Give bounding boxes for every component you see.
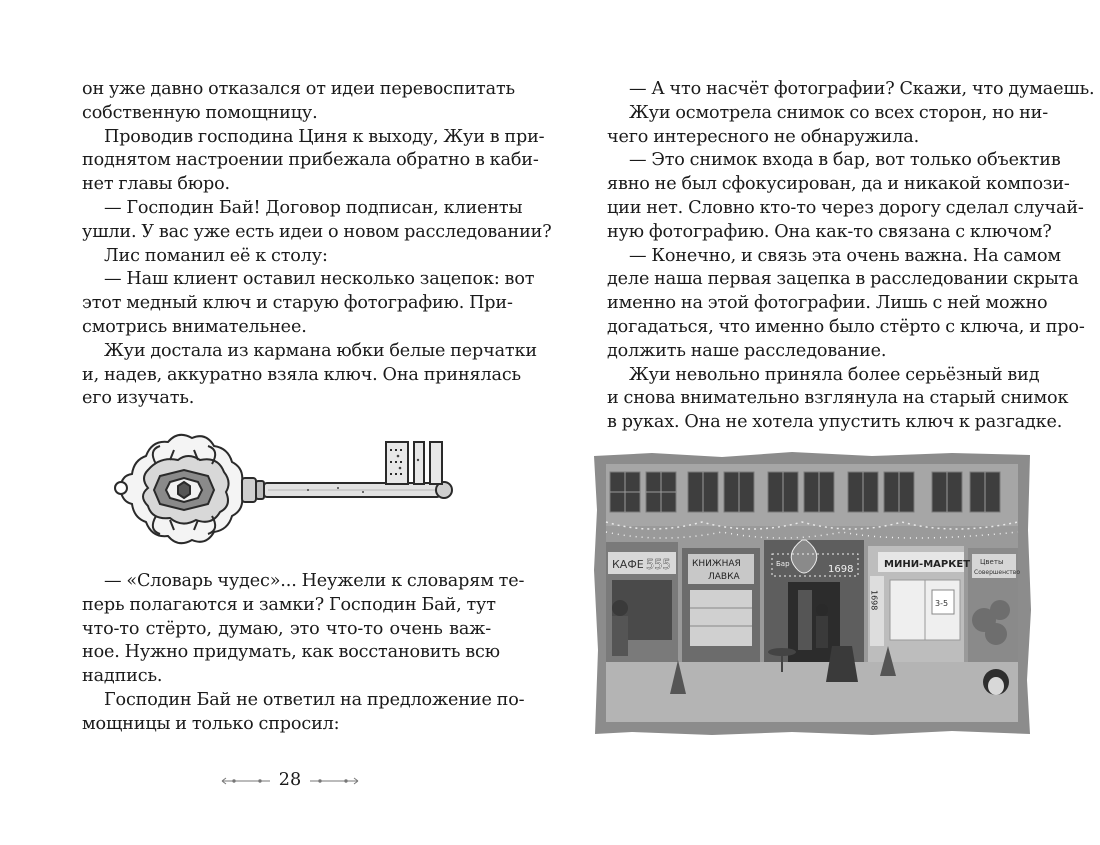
text-line: чего интересного не обнаружила. [607,126,920,147]
text-line: смотрись внимательнее. [82,316,307,337]
sign-cafe-number: 555 [646,558,671,573]
sign-florist: Цветы [980,558,1004,566]
text-line: должить наше расследование. [607,340,887,361]
text-line: Лис поманил её к столу: [104,245,328,266]
text-line: Проводив господина Циня к выходу, Жуи в при- [104,126,545,147]
text-line: он уже давно отказался от идеи перевоспитать [82,79,515,99]
text-line: ную фотографию. Она как-то связана с ключом? [607,221,1052,242]
text-line: — Господин Бай! Договор подписан, клиенты [104,197,523,218]
key-illustration [108,420,458,555]
sign-cafe: КАФЕ [612,558,644,571]
sign-bar-number: 1698 [828,564,854,575]
left-text-top [82,78,552,411]
sign-poster: 3-5 [935,599,949,608]
sign-minimarket: МИНИ-МАРКЕТ [884,559,971,570]
text-line: явно не был сфокусирован, да и никакой компози- [607,174,1070,195]
text-line: в руках. Она не хотела упустить ключ к разгадке. [607,412,1063,433]
sign-bar-small: Бар [776,560,790,568]
text-line: Жуи осмотрела снимок со всех сторон, но ни- [629,102,1049,123]
text-line: догадаться, что именно было стёрто с ключа, и про- [607,316,1085,337]
text-line: его изучать. [82,388,195,409]
sign-bookshop-1: КНИЖНАЯ [692,559,741,569]
text-line: и, надев, аккуратно взяла ключ. Она принялась [82,364,521,385]
sign-florist-2: Совершенство [974,569,1021,576]
text-line: надпись. [82,666,163,687]
right-text [607,78,1095,435]
text-line: что-то стёрто, думаю, это что-то очень важ- [82,618,491,639]
text-line: поднятом настроении прибежала обратно в каби- [82,150,539,171]
sign-bookshop-2: ЛАВКА [708,572,740,582]
text-line: — Это снимок входа в бар, вот только объектив [629,150,1061,171]
text-line: — Конечно, и связь эта очень важна. На самом [629,245,1061,266]
sign-vertical-number: 1698 [869,590,879,611]
street-photo-illustration [592,450,1032,736]
text-line: Жуи невольно приняла более серьёзный вид [629,364,1040,385]
text-line: именно на этой фотографии. Лишь с ней можно [607,293,1048,314]
text-line: ное. Нужно придумать, как восстановить всю [82,642,500,663]
text-line: — «Словарь чудес»... Неужели к словарям те- [104,571,525,591]
text-line: ции нет. Словно кто-то через дорогу сделал случай- [607,197,1084,218]
text-line: нет главы бюро. [82,174,230,195]
page-number: 28 [278,770,302,790]
text-line: — Наш клиент оставил несколько зацепок: вот [104,269,535,290]
page-number-block [220,768,360,796]
text-line: Жуи достала из кармана юбки белые перчатки [104,340,537,361]
left-text-bottom [82,570,525,737]
text-line: — А что насчёт фотографии? Скажи, что думаешь. [629,79,1095,99]
text-line: собственную помощницу. [82,102,318,123]
text-line: Господин Бай не ответил на предложение по- [104,689,525,710]
text-line: и снова внимательно взглянула на старый снимок [607,388,1069,409]
text-line: перь полагаются и замки? Господин Бай, тут [82,594,496,615]
text-line: деле наша первая зацепка в расследовании скрыта [607,269,1079,290]
text-line: мощницы и только спросил: [82,713,340,734]
text-line: этот медный ключ и старую фотографию. При- [82,293,513,314]
text-line: ушли. У вас уже есть идеи о новом расследовании? [82,221,552,242]
